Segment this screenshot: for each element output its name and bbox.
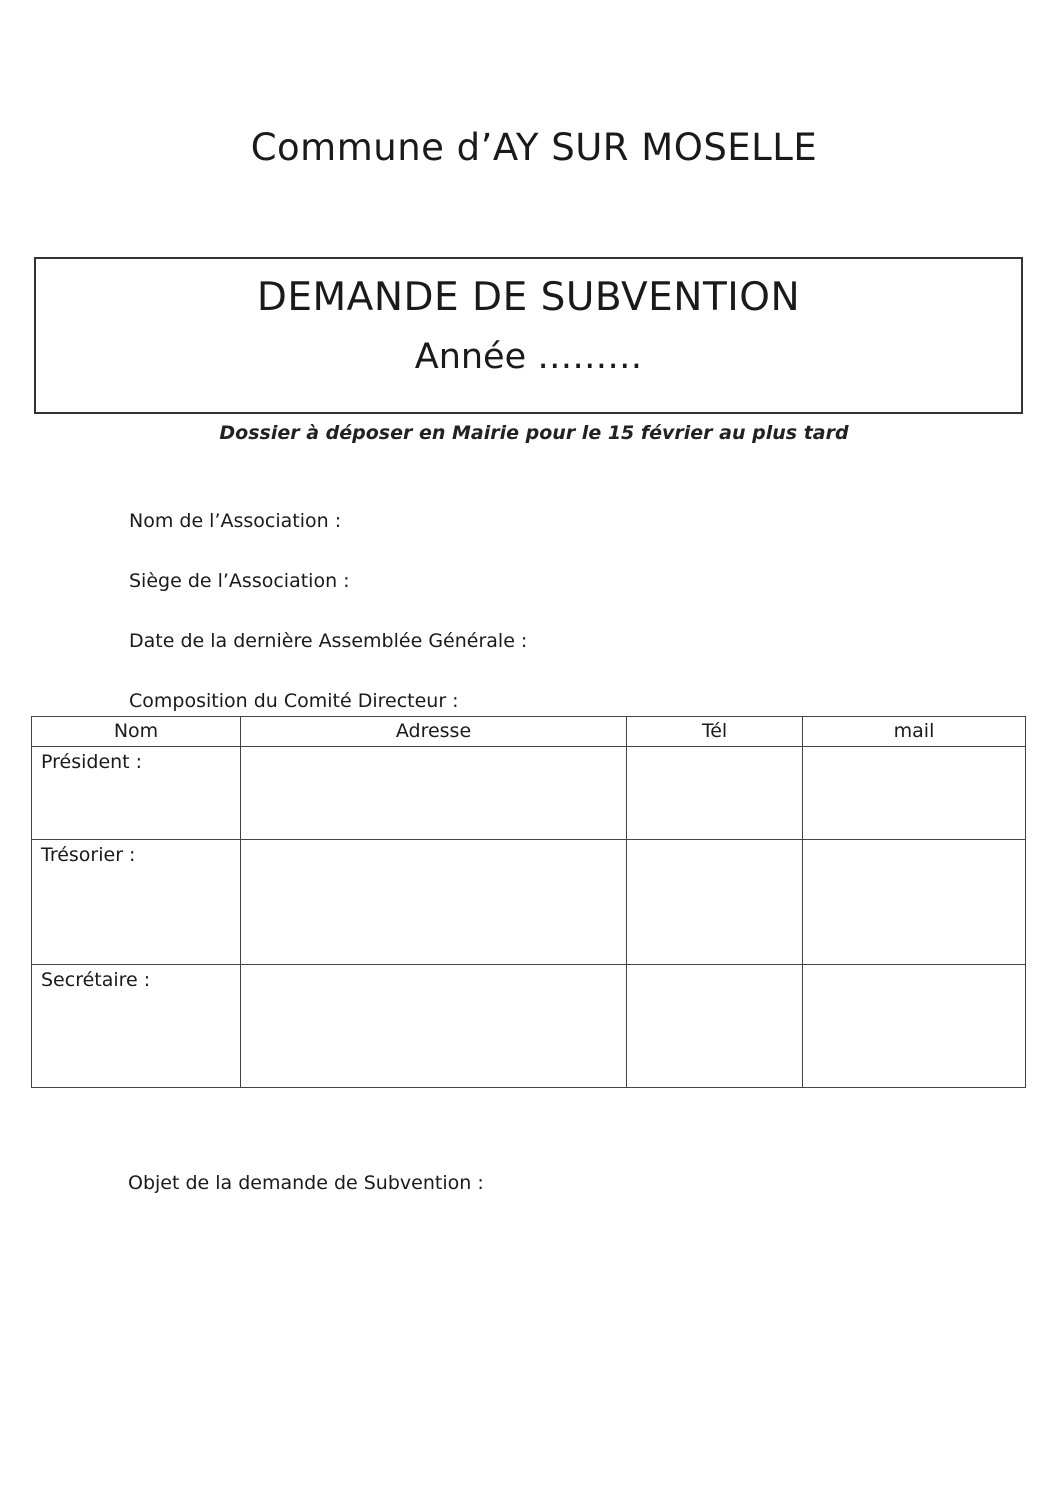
mail-cell-secretaire[interactable] [803,965,1026,1088]
last-general-assembly-label: Date de la dernière Assemblée Générale : [129,630,528,652]
title-box [34,257,1023,414]
committee-composition-label: Composition du Comité Directeur : [129,690,459,712]
mail-cell-tresorier[interactable] [803,840,1026,965]
table-row-president [32,747,1026,840]
role-cell-secretaire[interactable]: Secrétaire : [32,965,241,1088]
deadline-note: Dossier à déposer en Mairie pour le 15 février au plus tard [219,422,849,444]
phone-cell-tresorier[interactable] [627,840,803,965]
phone-cell-secretaire[interactable] [627,965,803,1088]
phone-cell-president[interactable] [627,747,803,840]
committee-table [31,716,1026,1088]
association-name-label: Nom de l’Association : [129,510,342,532]
address-cell-president[interactable] [241,747,627,840]
subsidy-object-label: Objet de la demande de Subvention : [128,1172,484,1194]
column-header-nom: Nom [32,717,241,747]
role-cell-president[interactable]: Président : [32,747,241,840]
column-header-tel: Tél [627,717,803,747]
column-header-mail: mail [803,717,1026,747]
column-header-adresse: Adresse [241,717,627,747]
table-row-tresorier [32,840,1026,965]
form-title: DEMANDE DE SUBVENTION [256,275,801,320]
commune-title: Commune d’AY SUR MOSELLE [250,126,818,169]
year-line: Année ……… [414,337,643,377]
mail-cell-president[interactable] [803,747,1026,840]
table-row-secretaire [32,965,1026,1088]
role-cell-tresorier[interactable]: Trésorier : [32,840,241,965]
association-seat-label: Siège de l’Association : [129,570,350,592]
address-cell-secretaire[interactable] [241,965,627,1088]
table-header-row [32,717,1026,747]
address-cell-tresorier[interactable] [241,840,627,965]
